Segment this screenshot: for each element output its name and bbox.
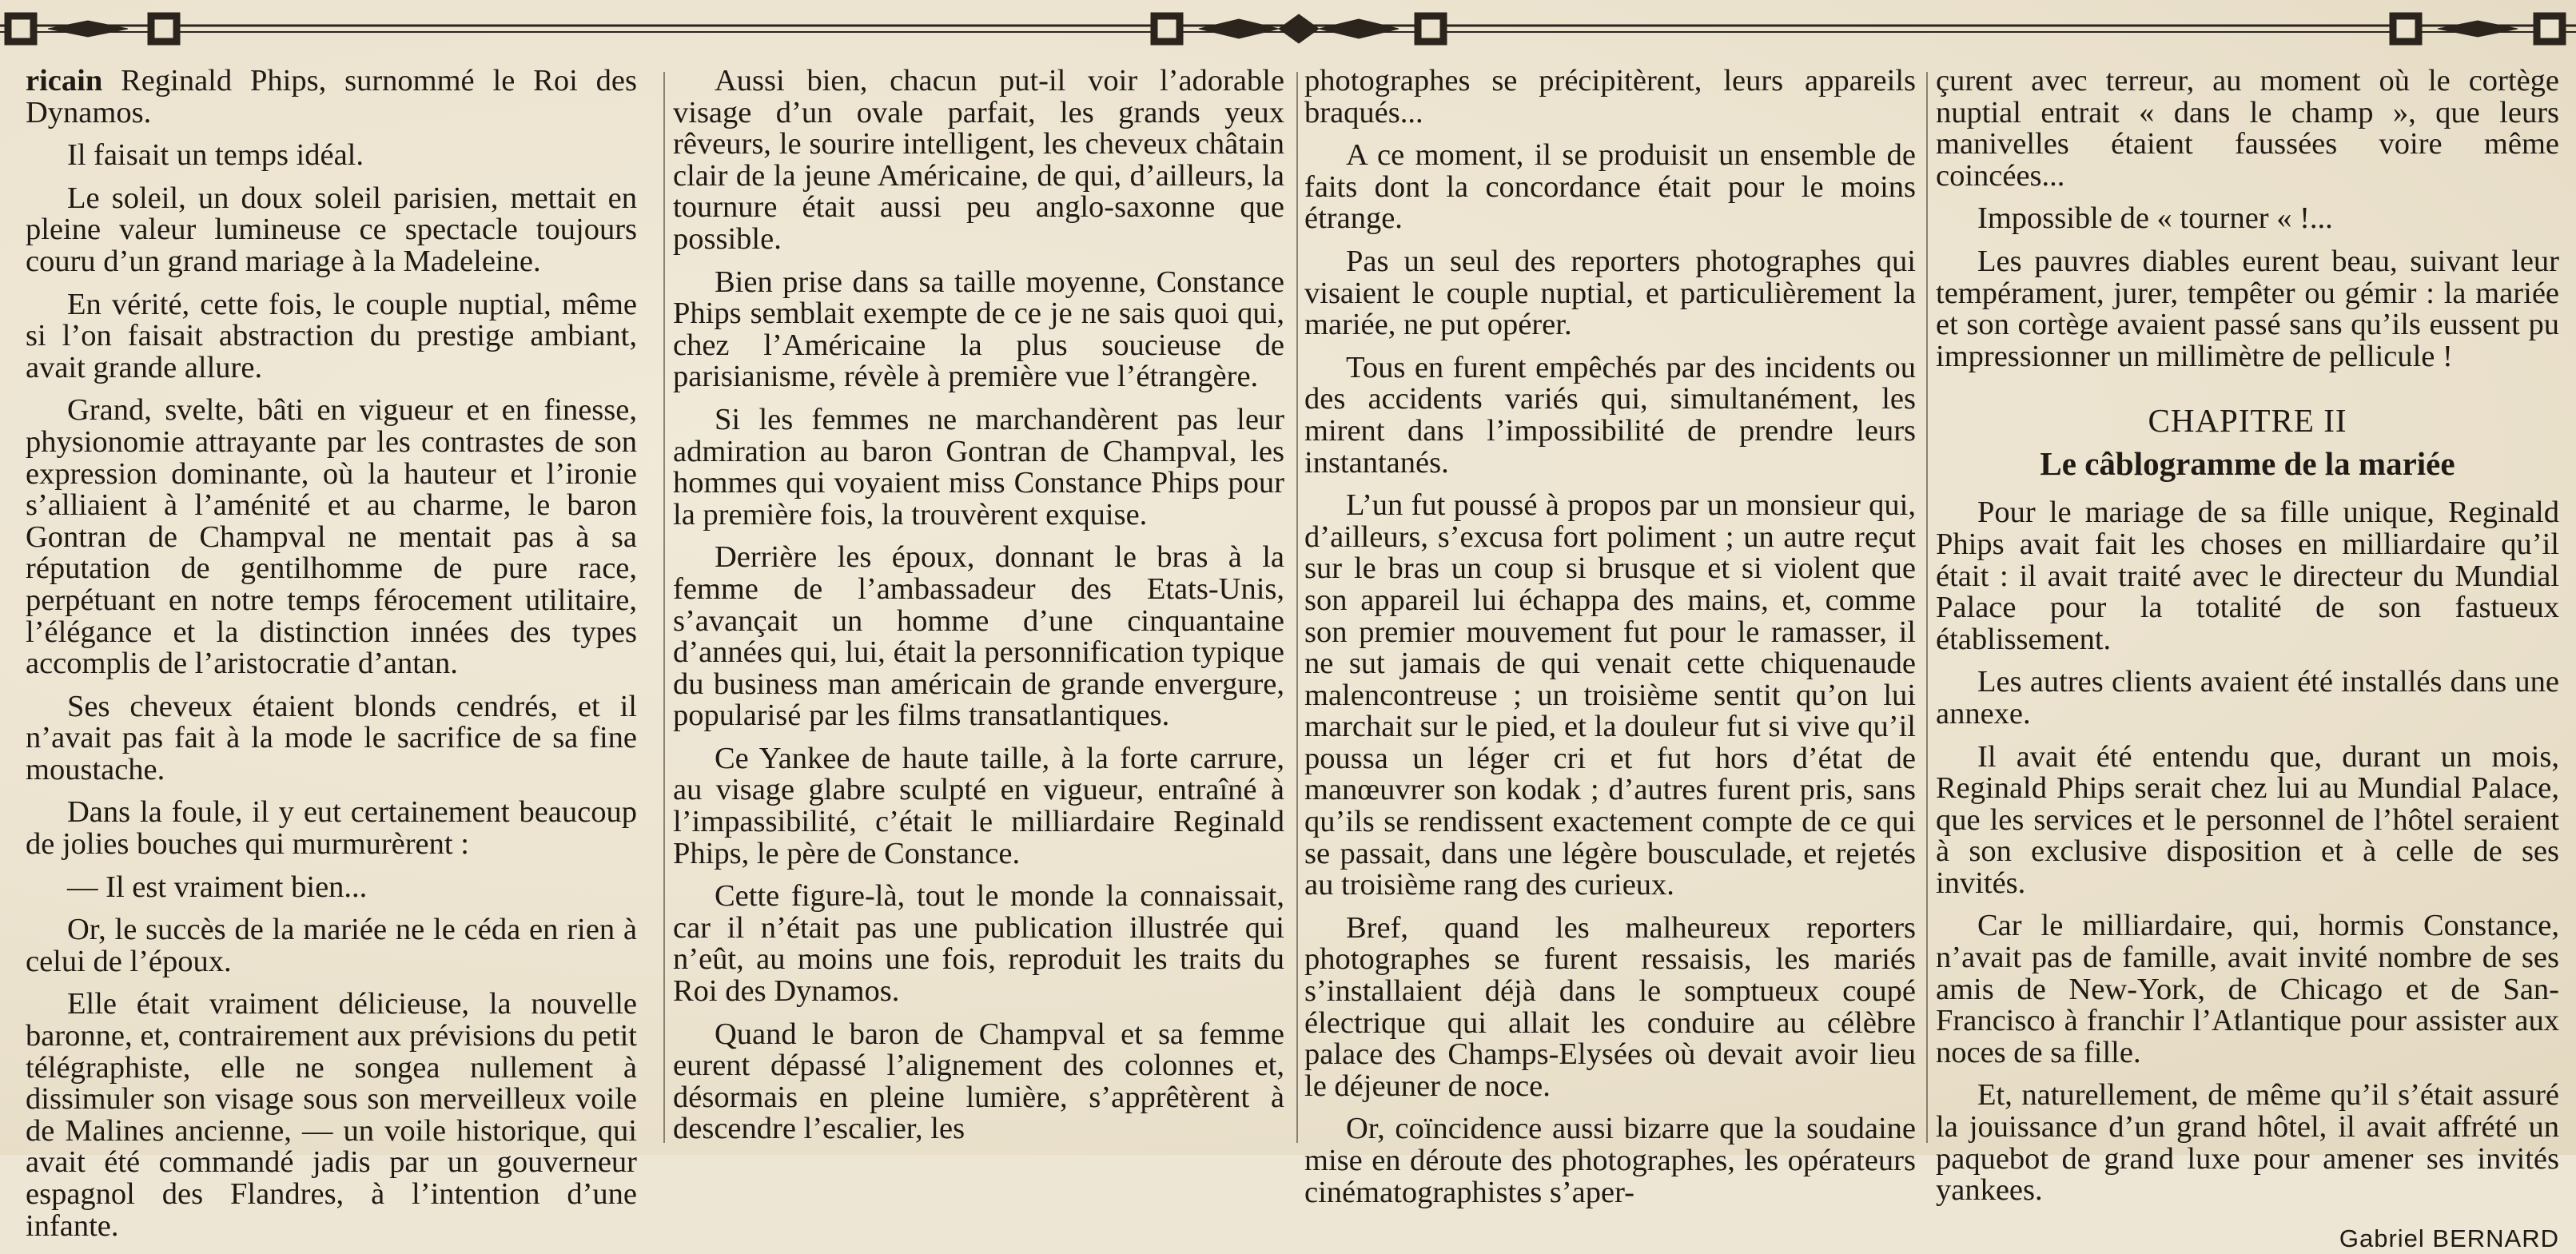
paragraph-text: Et, naturellement, de même qu’il s’était assuré la jouissance d’un grand hôtel, il avait affrété un paquebot de grand luxe pour amener ses invités yankees.: [1936, 1078, 2559, 1208]
paragraph-text: Le soleil, un doux soleil parisien, mettait en pleine valeur lumineuse ce spectacle toujours couru d’un grand mariage à la Madeleine.: [26, 181, 637, 278]
paragraph-text: — Il est vraiment bien...: [67, 870, 368, 904]
paragraph-text: Pas un seul des reporters photographes qui visaient le couple nuptial, et particulièrement la mariée, ne put opérer.: [1304, 244, 1916, 342]
paragraph-text: Elle était vraiment délicieuse, la nouvelle baronne, et, contrairement aux prévisions du petit télégraphiste, elle ne songea nullement à dissimuler son visage sous son merveilleux voile de Malines ancienne, — un voile historique, qui avait été commandé jadis par un gouverneur espagnol des Flandres, à l’intention d’une infante.: [26, 987, 637, 1243]
article-body: [26, 64, 2559, 1252]
paragraph-text: En vérité, cette fois, le couple nuptial, même si l’on faisait abstraction du prestige ambiant, avait grande allure.: [26, 287, 637, 384]
paragraph-text: L’un fut poussé à propos par un monsieur qui, d’ailleurs, s’excusa fort poliment ; un autre reçut sur le bras un coup si brusque et si violent que son appareil lui échappa des mains, et, comme son premier mouvement fut pour le ramasser, il ne sut jamais de qui venait cette chiquenaude malencontreuse ; un troisième sentit qu’on lui marchait sur le pied, et la douleur fut si vive qu’il poussa un léger cri et fut hors d’état de manœuvrer son kodak ; d’autres furent pris, sans qu’ils se rendissent exactement compte de ce qui se passait, dans une légère bousculade, et rejetés au troisième rang des curieux.: [1304, 488, 1916, 902]
paragraph-text: Cette figure-là, tout le monde la connaissait, car il n’était pas une publication illustrée qui n’eût, au moins une fois, reproduit les traits du Roi des Dynamos.: [673, 879, 1284, 1009]
paragraph-text: photographes se précipitèrent, leurs appareils braqués...: [1304, 64, 1916, 129]
paragraph: [673, 743, 1284, 870]
column-4: [1936, 64, 2559, 1252]
paragraph-text: çurent avec terreur, au moment où le cortège nuptial entrait « dans le champ », que leurs manivelles étaient faussées voire même coincées...: [1936, 64, 2559, 193]
paragraph: [26, 395, 637, 679]
paragraph: [1304, 246, 1916, 341]
paragraph-text: Les autres clients avaient été installés dans une annexe.: [1936, 665, 2559, 731]
paragraph: [1304, 140, 1916, 235]
paragraph-text: Pour le mariage de sa fille unique, Reginald Phips avait fait les choses en milliardaire qu’il était : il avait traité avec le directeur du Mundial Palace pour la totalité de son fastueux établissement.: [1936, 496, 2559, 656]
paragraph: [26, 289, 637, 384]
paragraph: [673, 542, 1284, 732]
paragraph: [673, 66, 1284, 256]
paragraph-text: Impossible de « tourner « !...: [1977, 201, 2333, 236]
paragraph-text: Aussi bien, chacun put-il voir l’adorable visage d’un ovale parfait, les grands yeux rêveurs, le sourire intelligent, les cheveux châtain clair de la jeune Américaine, de qui, d’ailleurs, la tournure était aussi peu anglo-saxonne que possible.: [673, 64, 1284, 256]
paragraph: [1304, 910, 1916, 1103]
column-1: [26, 64, 637, 1243]
paragraph-text: Ce Yankee de haute taille, à la forte carrure, au visage glabre sculpté en vigueur, entraîné à l’impassibilité, c’était le milliardaire Reginald Phips, le père de Constance.: [673, 741, 1284, 870]
paragraph-text: Bien prise dans sa taille moyenne, Constance Phips semblait exempte de ce je ne sais quoi qui, chez l’Américaine la plus soucieuse de parisianisme, révèle à première vue l’étrangère.: [673, 265, 1284, 394]
paragraph: [1936, 246, 2559, 372]
paragraph-text: Il faisait un temps idéal.: [67, 138, 364, 173]
paragraph-text: Or, coïncidence aussi bizarre que la soudaine mise en déroute des photographes, les opérateurs cinématographistes s’aper-: [1304, 1112, 1916, 1209]
paragraph: [26, 140, 637, 172]
column-4-bottom: [1936, 497, 2559, 1206]
paragraph: [1936, 910, 2559, 1069]
paragraph: [673, 267, 1284, 393]
paragraph: [26, 183, 637, 278]
paragraph-text: Dans la foule, il y eut certainement beaucoup de jolies bouches qui murmurèrent :: [26, 795, 637, 862]
paragraph: [26, 66, 637, 129]
paragraph-text: Quand le baron de Champval et sa femme eurent dépassé l’alignement des colonnes et, désormais en pleine lumière, s’apprêtèrent à descendre l’escalier, les: [673, 1017, 1284, 1146]
paragraph: [673, 1019, 1284, 1145]
paragraph: [1304, 490, 1916, 902]
paragraph: [1936, 66, 2559, 192]
paragraph: [1936, 203, 2559, 235]
paragraph-text: Grand, svelte, bâti en vigueur et en finesse, physionomie attrayante par les contrastes de son expression dominante, où la hauteur et l’ironie s’alliaient à l’aménité et au charme, le baron Gontran de Champval ne mentait pas à sa réputation de gentilhomme de pure race, perpétuant en notre temps férocement utilitaire, l’élégance et la distinction innées des types accomplis de l’aristocratie d’antan.: [26, 393, 637, 681]
paragraph: [1936, 667, 2559, 730]
paragraph-text: Il avait été entendu que, durant un mois, Reginald Phips serait chez lui au Mundial Palace, que les services et le personnel de l’hôtel seraient à son exclusive disposition et à celle de ses invités.: [1936, 739, 2559, 900]
column-2: [673, 66, 1284, 1145]
paragraph: [1304, 66, 1916, 129]
paragraph: [673, 404, 1284, 531]
paragraph-lead-word: ricain: [26, 64, 103, 98]
paragraph: [1936, 1080, 2559, 1206]
paragraph-text: Bref, quand les malheureux reporters photographes se furent ressaisis, les mariés s’installaient déjà dans le somptueux coupé électrique qui allait les conduire au célèbre palace des Champs-Elysées où devait avoir lieu le déjeuner de noce.: [1304, 910, 1916, 1103]
paragraph: [1936, 497, 2559, 655]
paragraph-text: Les pauvres diables eurent beau, suivant leur tempérament, jurer, tempêter ou gémir : la mariée et son cortège avaient passé sans qu’ils eussent pu impressionner un millimètre de pellicule !: [1936, 244, 2559, 373]
paragraph: [1936, 739, 2559, 900]
paragraph: [26, 872, 637, 904]
chapter-heading: CHAPITRE II: [2148, 402, 2347, 440]
chapter-title: Le câblogramme de la mariée: [2040, 445, 2455, 483]
author-signature: Gabriel BERNARD: [2339, 1224, 2559, 1252]
paragraph: [673, 881, 1284, 1007]
paragraph-text: A ce moment, il se produisit un ensemble de faits dont la concordance était pour le moins étrange.: [1304, 138, 1916, 236]
paragraph-text: Derrière les époux, donnant le bras à la femme de l’ambassadeur des Etats-Unis, s’avançait un homme d’une cinquantaine d’années qui, lui, était la personnification typique du business man américain de grande envergure, popularisé par les films transatlantiques.: [673, 540, 1284, 733]
paragraph-text: Tous en furent empêchés par des incidents ou des accidents variés qui, simultanément, les mirent dans l’impossibilité de prendre leurs instantanés.: [1304, 350, 1916, 480]
decorative-header-rule: [0, 3, 2576, 53]
paragraph-text: Reginald Phips, surnommé le Roi des Dynamos.: [26, 64, 637, 129]
paragraph: [26, 797, 637, 860]
paragraph: [26, 691, 637, 786]
paragraph: [1304, 352, 1916, 479]
paragraph: [26, 914, 637, 977]
paragraph: [1304, 1113, 1916, 1208]
paragraph: [26, 989, 637, 1242]
column-4-top: [1936, 66, 2559, 372]
paragraph-text: Ses cheveux étaient blonds cendrés, et il n’avait pas fait à la mode le sacrifice de sa fine moustache.: [26, 689, 637, 786]
paragraph-text: Si les femmes ne marchandèrent pas leur admiration au baron Gontran de Champval, les hommes qui voyaient miss Constance Phips pour la première fois, la trouvèrent exquise.: [673, 402, 1284, 531]
paragraph-text: Or, le succès de la mariée ne le céda en rien à celui de l’époux.: [26, 913, 637, 978]
column-3: [1304, 64, 1916, 1209]
paragraph-text: Car le milliardaire, qui, hormis Constance, n’avait pas de famille, avait invité nombre de ses amis de New-York, de Chicago et de San-Francisco à franchir l’Atlantique pour assister aux noces de sa fille.: [1936, 909, 2559, 1069]
